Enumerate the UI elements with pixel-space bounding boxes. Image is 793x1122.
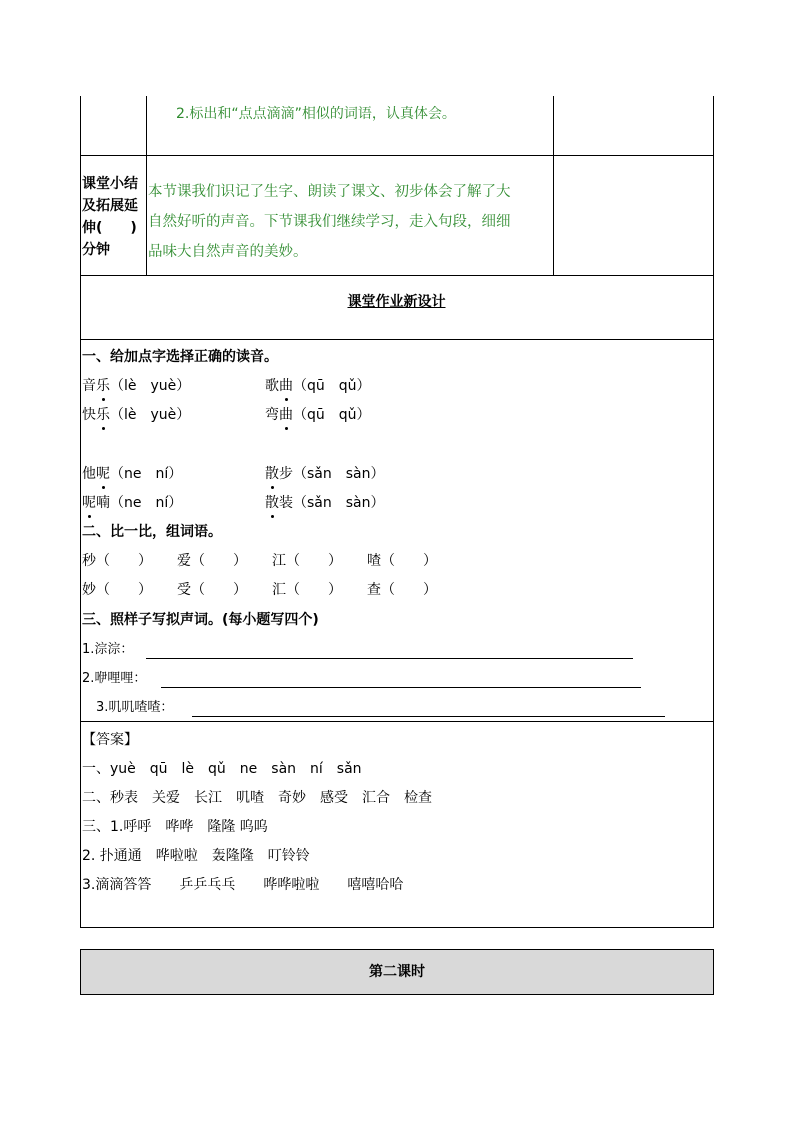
q2-cell: 喳（ ） [367, 553, 437, 569]
table-border-left [80, 96, 81, 928]
table-border-right [713, 96, 714, 928]
answer-line-5: 3.滴滴答答 乒乒乓乓 哗哗啦啦 嘻嘻哈哈 [82, 877, 404, 893]
table-row-divider-2 [80, 275, 713, 276]
q2-title: 二、比一比，组词语。 [82, 524, 222, 540]
q1-row [265, 405, 371, 425]
q1-right-options: （qū qǔ） [293, 378, 371, 394]
q3-item-2-blank[interactable] [161, 687, 641, 688]
q1-row [82, 376, 190, 396]
homework-title: 课堂作业新设计 [347, 294, 446, 310]
q1-row [82, 493, 182, 513]
q1-row [265, 464, 385, 484]
q1-right-word: 散步 [265, 466, 293, 482]
table-border-bottom [80, 927, 713, 928]
q2-cell: 妙（ ） [82, 582, 152, 598]
table-row-divider-3 [80, 339, 713, 340]
q3-item-2-label: 2.咿哩哩： [82, 671, 147, 686]
answer-line-3: 三、1.呼呼 哗哗 隆隆 呜呜 [82, 819, 268, 835]
summary-label-line: 伸( ) [82, 220, 137, 236]
summary-content-line: 本节课我们识记了生字、朗读了课文、初步体会了解了大 [148, 184, 511, 200]
table-col-divider-1 [146, 96, 147, 275]
q2-cell: 受（ ） [177, 582, 247, 598]
q1-left-options: （lè yuè） [110, 407, 191, 423]
answer-line-2: 二、秒表 关爱 长江 叽喳 奇妙 感受 汇合 检查 [82, 790, 432, 806]
table-col-divider-2 [553, 96, 554, 275]
q2-cell: 汇（ ） [272, 582, 342, 598]
q1-right-word: 弯曲 [265, 407, 293, 423]
q1-right-word: 歌曲 [265, 378, 293, 394]
q1-row [265, 376, 371, 396]
q2-cell: 爱（ ） [177, 553, 247, 569]
q1-left-word: 音乐 [82, 378, 110, 394]
summary-content [148, 177, 511, 267]
q1-row [265, 493, 385, 513]
answer-line-4: 2. 扑通通 哗啦啦 轰隆隆 叮铃铃 [82, 848, 310, 864]
section-title: 第二课时 [369, 964, 425, 980]
summary-label-line: 及拓展延 [82, 198, 138, 214]
summary-content-line: 自然好听的声音。下节课我们继续学习，走入句段，细细 [148, 214, 511, 230]
q1-left-options: （ne ní） [110, 495, 183, 511]
summary-label [82, 173, 146, 261]
summary-content-line: 品味大自然声音的美妙。 [148, 244, 308, 260]
q3-title: 三、照样子写拟声词。(每小题写四个) [82, 612, 319, 628]
q1-right-options: （sǎn sàn） [293, 466, 385, 482]
q1-left-options: （lè yuè） [110, 378, 191, 394]
answer-line-1: 一、yuè qū lè qǔ ne sàn ní sǎn [82, 761, 362, 777]
summary-label-line: 课堂小结 [82, 176, 138, 192]
section-header-box [80, 949, 714, 995]
table-row-divider-4 [80, 721, 713, 722]
q2-cell: 查（ ） [367, 582, 437, 598]
q1-left-word: 呢喃 [82, 495, 110, 511]
q2-cell: 江（ ） [272, 553, 342, 569]
q1-right-options: （sǎn sàn） [293, 495, 385, 511]
q1-row [82, 405, 190, 425]
q3-item-3-label: 3.叽叽喳喳： [96, 700, 174, 715]
q3-item-1-label: 1.淙淙： [82, 642, 134, 657]
answers-title: 【答案】 [82, 732, 138, 748]
q1-right-word: 散装 [265, 495, 293, 511]
summary-label-line: 分钟 [82, 242, 110, 258]
q1-right-options: （qū qǔ） [293, 407, 371, 423]
q1-title: 一、给加点字选择正确的读音。 [82, 349, 278, 365]
top-row-item-2: 2.标出和“点点滴滴”相似的词语，认真体会。 [176, 106, 456, 122]
table-row-divider-1 [80, 155, 713, 156]
q3-item-1-blank[interactable] [146, 658, 633, 659]
q1-left-word: 他呢 [82, 466, 110, 482]
q3-item-3-blank[interactable] [192, 716, 665, 717]
q1-left-options: （ne ní） [110, 466, 183, 482]
q2-cell: 秒（ ） [82, 553, 152, 569]
q1-left-word: 快乐 [82, 407, 110, 423]
q1-row [82, 464, 182, 484]
